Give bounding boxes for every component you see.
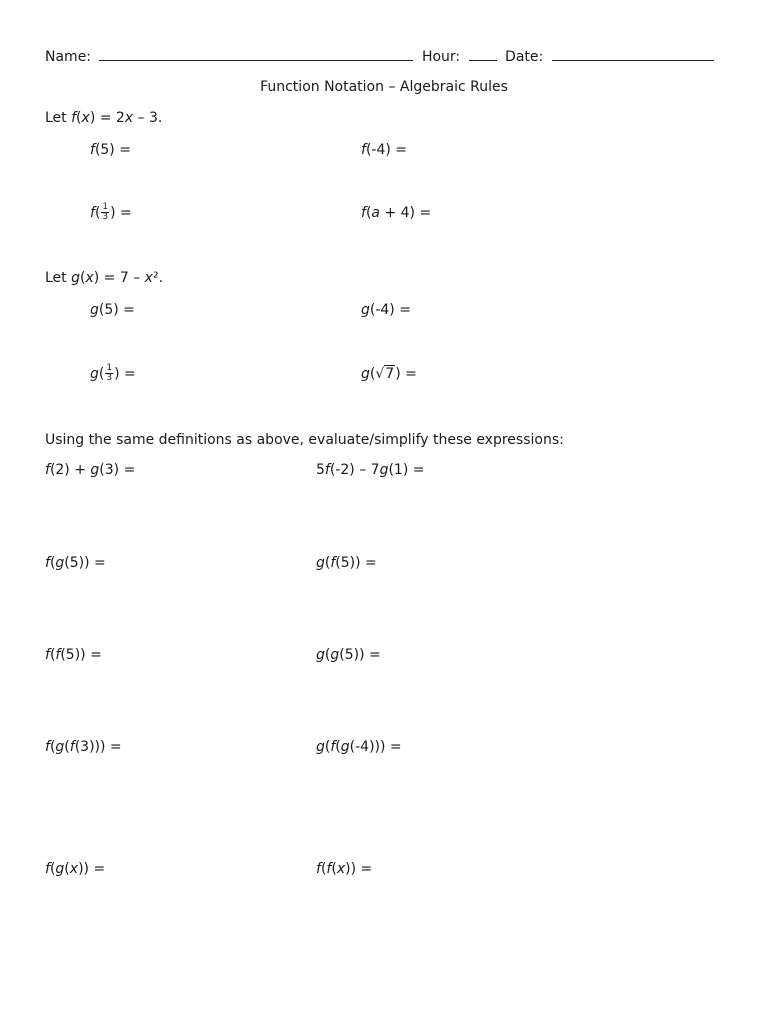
- g-item-2: g(-4) =: [361, 302, 411, 318]
- composite-1: f(2) + g(3) =: [45, 462, 136, 478]
- hour-label: Hour:: [421, 49, 461, 65]
- composite-5: f(f(5)) =: [45, 647, 102, 663]
- date-label: Date:: [505, 49, 544, 65]
- page-title: Function Notation – Algebraic Rules: [260, 79, 508, 95]
- composite-8: g(f(g(-4))) =: [316, 739, 402, 755]
- fraction-one-third: $\frac{1}{3}$: [106, 362, 113, 383]
- date-field[interactable]: [552, 47, 714, 61]
- g-definition: Let g(x) = 7 – x².: [45, 270, 164, 286]
- name-label: Name:: [45, 49, 92, 65]
- f-definition: Let f(x) = 2x – 3.: [45, 110, 163, 126]
- f-item-4: f(a + 4) =: [361, 205, 432, 221]
- hour-field[interactable]: [469, 47, 497, 61]
- composite-6: g(g(5)) =: [316, 647, 381, 663]
- composite-10: f(f(x)) =: [316, 861, 373, 877]
- composite-2: 5f(-2) – 7g(1) =: [316, 462, 425, 478]
- instructions: Using the same definitions as above, evaluate/simplify these expressions:: [45, 432, 564, 448]
- square-root: √7: [375, 366, 395, 382]
- header-line: [45, 47, 714, 67]
- g-item-3: g( $\frac{1}{3}$ ) =: [90, 362, 136, 383]
- radical-sign-icon: √: [375, 366, 385, 382]
- composite-9: f(g(x)) =: [45, 861, 106, 877]
- name-field[interactable]: [99, 47, 413, 61]
- f-item-1: f(5) =: [90, 142, 131, 158]
- g-item-1: g(5) =: [90, 302, 135, 318]
- f-item-2: f(-4) =: [361, 142, 408, 158]
- g-item-4: g(√7) =: [361, 366, 417, 382]
- composite-7: f(g(f(3))) =: [45, 739, 122, 755]
- f-item-3: f( $\frac{1}{3}$ ) =: [90, 201, 132, 222]
- composite-4: g(f(5)) =: [316, 555, 377, 571]
- composite-3: f(g(5)) =: [45, 555, 106, 571]
- fraction-one-third: $\frac{1}{3}$: [102, 201, 109, 222]
